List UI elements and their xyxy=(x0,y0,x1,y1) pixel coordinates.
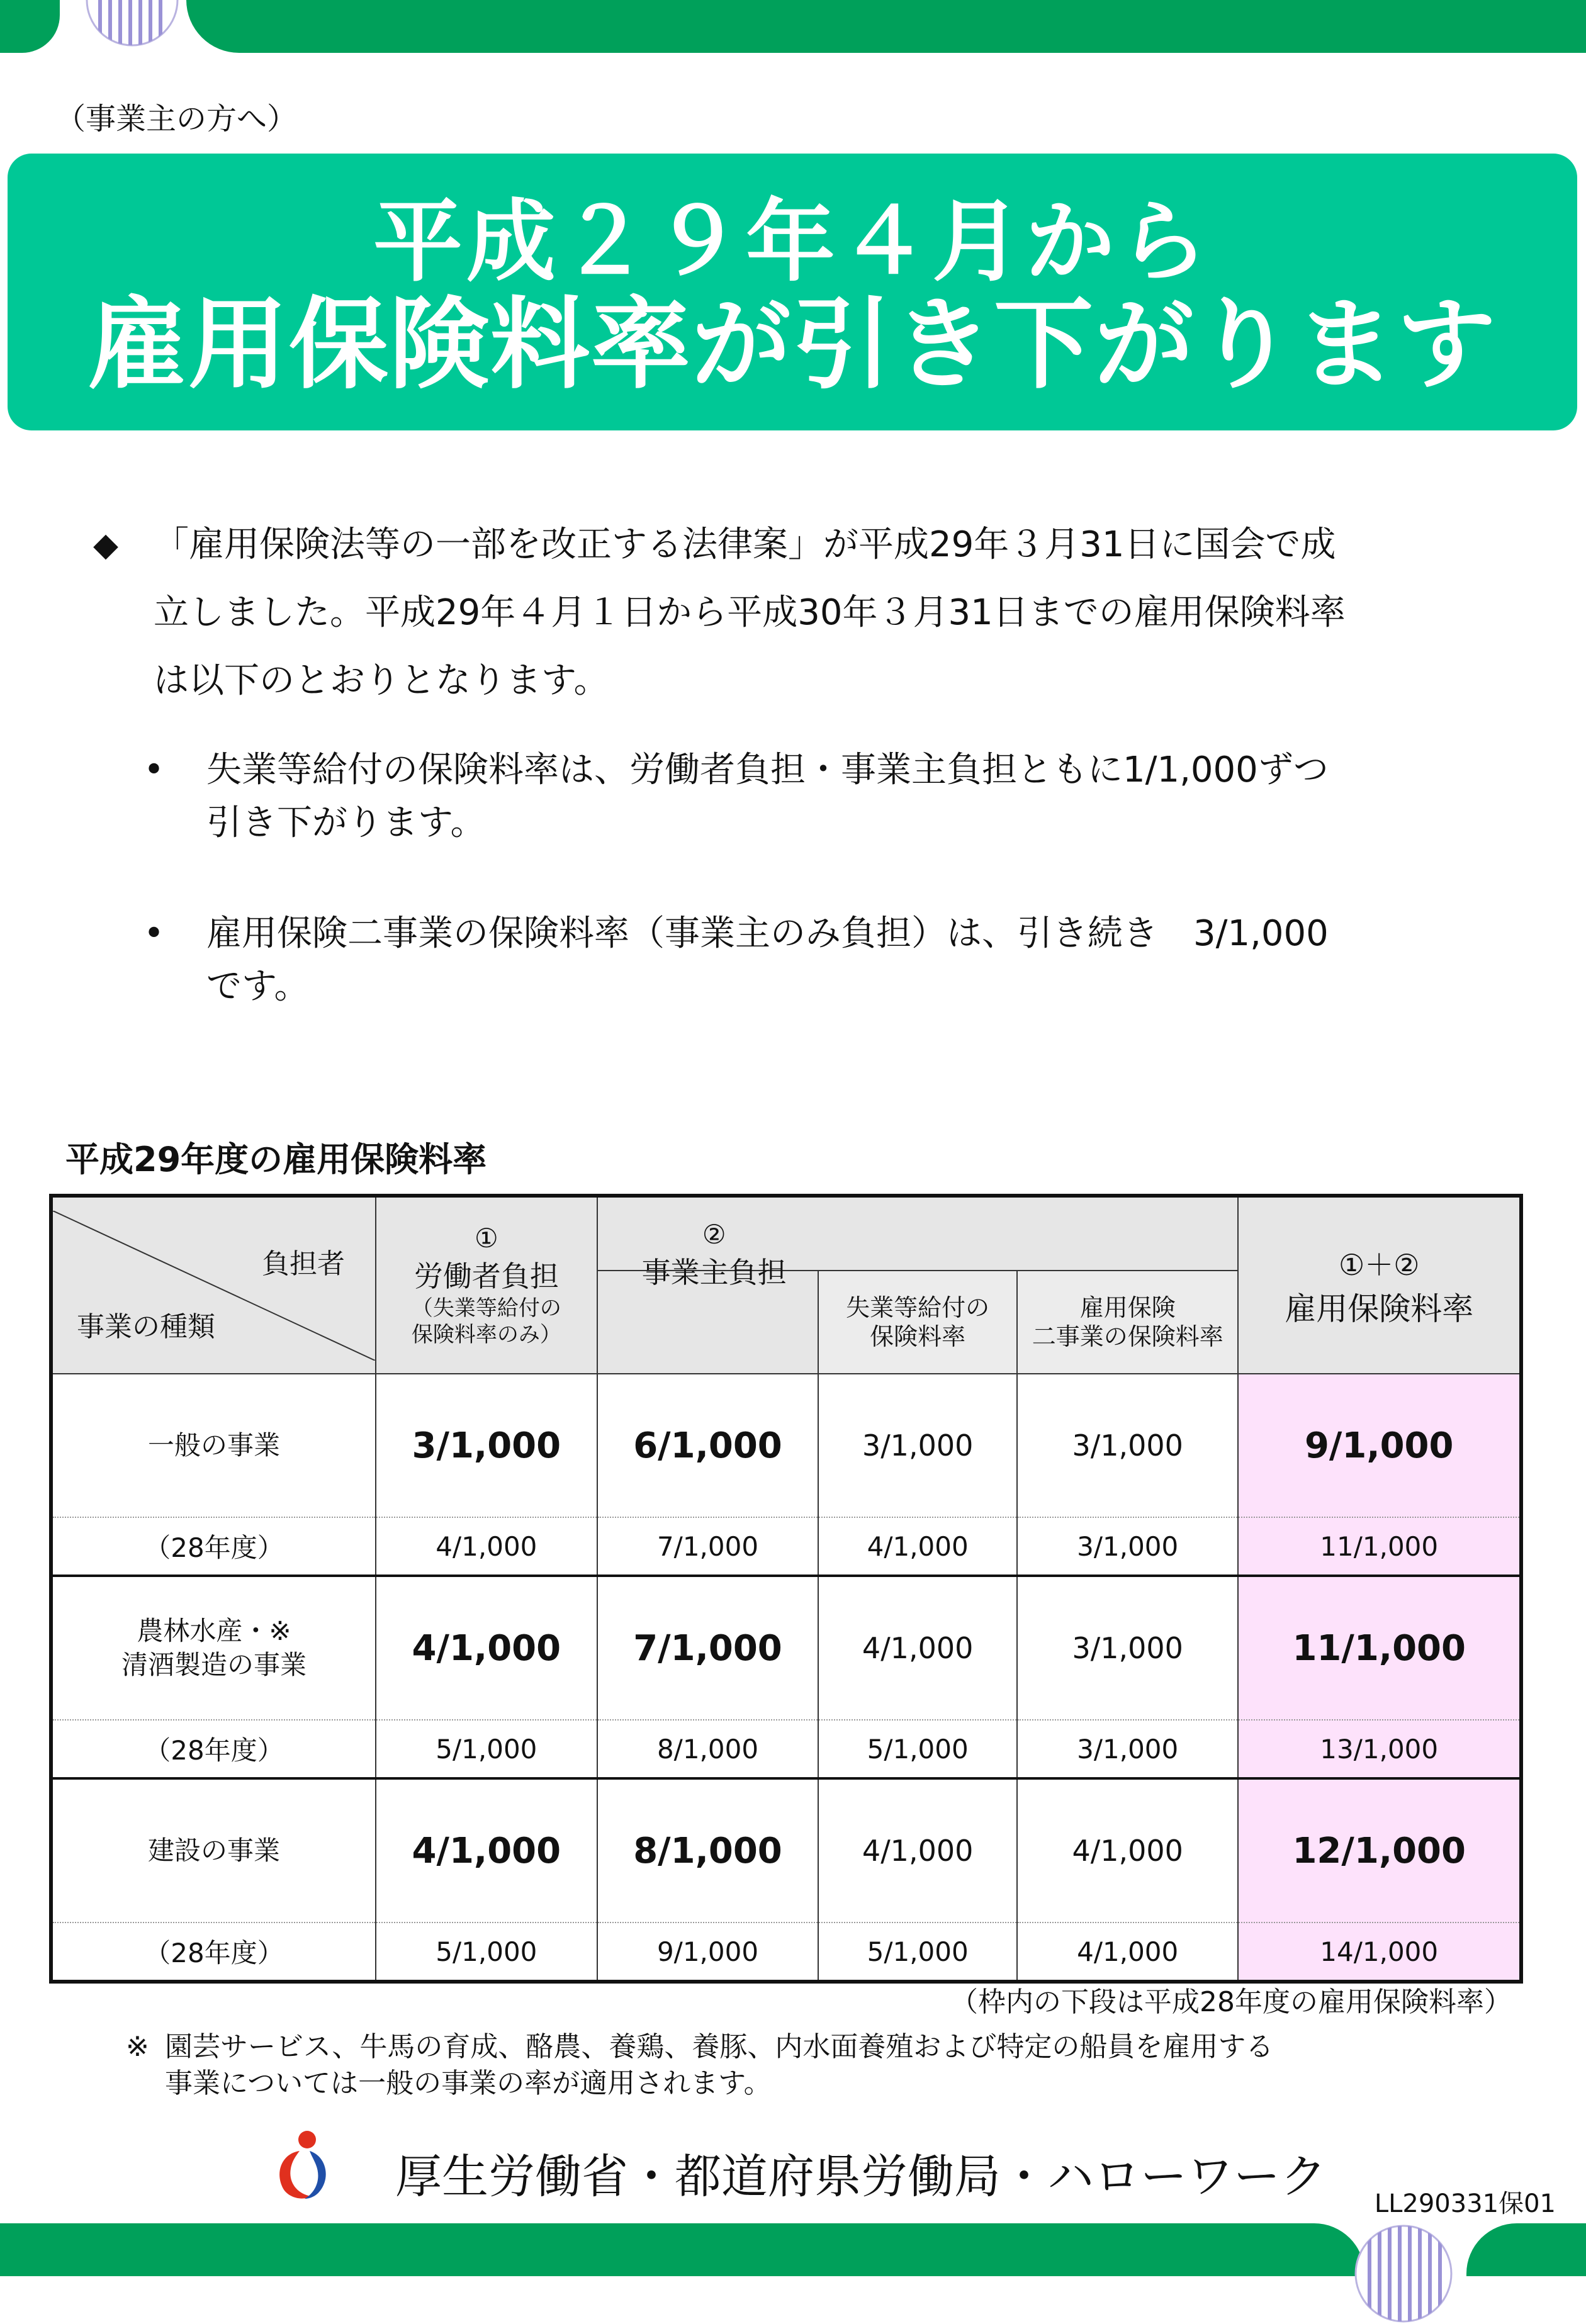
row-prev-label: （28年度） xyxy=(51,1720,376,1778)
ministry-logo-icon xyxy=(269,2128,332,2204)
cell-total: 9/1,000 xyxy=(1238,1374,1521,1517)
cell-employer: 6/1,000 xyxy=(597,1374,819,1517)
header-total-main: 雇用保険料率 xyxy=(1285,1290,1474,1327)
document-code: LL290331保01 xyxy=(1374,2189,1556,2218)
header-employer-num: ② xyxy=(702,1219,726,1250)
cell-worker-prev: 5/1,000 xyxy=(376,1720,597,1778)
bottom-bar-left xyxy=(0,2223,1364,2276)
cell-worker: 4/1,000 xyxy=(376,1576,597,1720)
cell-unemployment: 4/1,000 xyxy=(818,1778,1017,1923)
lead-text: 「雇用保険法等の一部を改正する法律案」が平成29年３月31日に国会で成 立しました。平成29年４月１日から平成30年３月31日までの雇用保険料率 は以下のとおりとなります。 xyxy=(154,524,1346,701)
header-total-num: ①＋② xyxy=(1338,1247,1420,1282)
cell-employer: 8/1,000 xyxy=(597,1778,819,1923)
cell-two-projects: 3/1,000 xyxy=(1017,1374,1239,1517)
cell-total-prev: 14/1,000 xyxy=(1238,1923,1521,1982)
top-banner-bar xyxy=(0,0,1586,53)
header-worker-sub: （失業等給付の 保険料率のみ） xyxy=(411,1296,561,1347)
table-row xyxy=(51,1374,1521,1517)
cell-total: 12/1,000 xyxy=(1238,1778,1521,1923)
hero-title-line2: 雇用保険料率が引き下がります xyxy=(87,287,1497,403)
bullet-text: 失業等給付の保険料率は、労働者負担・事業主負担ともに1/1,000ずつ 引き下がります。 xyxy=(206,749,1329,843)
cell-unemployment-prev: 5/1,000 xyxy=(818,1720,1017,1778)
footnote-mark: ※ xyxy=(126,2031,149,2063)
cell-unemployment-prev: 4/1,000 xyxy=(818,1517,1017,1576)
top-bar-left xyxy=(0,0,60,53)
cell-two-projects-prev: 3/1,000 xyxy=(1017,1720,1239,1778)
header-worker-num: ① xyxy=(475,1223,498,1254)
cell-unemployment: 3/1,000 xyxy=(818,1374,1017,1517)
ministry-name: 厚生労働省・都道府県労働局・ハローワーク xyxy=(395,2150,1327,2204)
row-prev-label: （28年度） xyxy=(51,1517,376,1576)
table-row xyxy=(51,1778,1521,1923)
cell-total-prev: 11/1,000 xyxy=(1238,1517,1521,1576)
header-total xyxy=(1238,1196,1521,1374)
row-label: 建設の事業 xyxy=(51,1778,376,1923)
cell-unemployment: 4/1,000 xyxy=(818,1576,1017,1720)
stripe-disc-icon xyxy=(1353,2223,1454,2324)
cell-worker: 3/1,000 xyxy=(376,1374,597,1517)
table-row xyxy=(51,1576,1521,1720)
cell-total: 11/1,000 xyxy=(1238,1576,1521,1720)
bullet-text: 雇用保険二事業の保険料率（事業主のみ負担）は、引き続き 3/1,000 です。 xyxy=(206,913,1329,1007)
cell-employer: 7/1,000 xyxy=(597,1576,819,1720)
cell-total-prev: 13/1,000 xyxy=(1238,1720,1521,1778)
cell-worker-prev: 4/1,000 xyxy=(376,1517,597,1576)
header-worker xyxy=(376,1196,597,1374)
hero-title-line1: 平成２９年４月から xyxy=(373,190,1212,294)
header-kind: 事業の種類 xyxy=(77,1310,215,1343)
rate-table xyxy=(49,1194,1523,1984)
cell-unemployment-prev: 5/1,000 xyxy=(818,1923,1017,1982)
table-title: 平成29年度の雇用保険料率 xyxy=(65,1140,487,1179)
cell-employer-prev: 8/1,000 xyxy=(597,1720,819,1778)
bottom-banner-bar xyxy=(0,2223,1586,2276)
table-row-prev xyxy=(51,1923,1521,1982)
row-label: 一般の事業 xyxy=(51,1374,376,1517)
cell-two-projects: 3/1,000 xyxy=(1017,1576,1239,1720)
cell-worker-prev: 5/1,000 xyxy=(376,1923,597,1982)
cell-employer-prev: 9/1,000 xyxy=(597,1923,819,1982)
table-note: （枠内の下段は平成28年度の雇用保険料率） xyxy=(950,1986,1512,2018)
bottom-bar-right xyxy=(1466,2223,1586,2276)
header-employer-sub1: 失業等給付の 保険料率 xyxy=(818,1271,1017,1374)
footnote-text: 園芸サービス、牛馬の育成、酪農、養鶏、養豚、内水面養殖および特定の船員を雇用する 事業については一般の事業の率が適用されます。 xyxy=(165,2031,1274,2099)
cell-two-projects-prev: 4/1,000 xyxy=(1017,1923,1239,1982)
header-corner xyxy=(51,1196,376,1374)
table-row-prev xyxy=(51,1720,1521,1778)
audience-label: （事業主の方へ） xyxy=(55,101,298,137)
row-prev-label: （28年度） xyxy=(51,1923,376,1982)
header-employer-sub2: 雇用保険 二事業の保険料率 xyxy=(1017,1271,1239,1374)
diamond-icon: ◆ xyxy=(93,526,118,564)
stripe-disc-icon xyxy=(85,0,179,47)
row-label: 農林水産・※ 清酒製造の事業 xyxy=(51,1576,376,1720)
cell-two-projects: 4/1,000 xyxy=(1017,1778,1239,1923)
header-worker-main: 労働者負担 xyxy=(413,1259,559,1293)
cell-worker: 4/1,000 xyxy=(376,1778,597,1923)
cell-employer-prev: 7/1,000 xyxy=(597,1517,819,1576)
cell-two-projects-prev: 3/1,000 xyxy=(1017,1517,1239,1576)
header-employer xyxy=(597,1196,1239,1289)
bullet-icon: • xyxy=(143,749,165,790)
bullet-icon: • xyxy=(143,913,165,954)
header-burden: 負担者 xyxy=(262,1247,345,1280)
header-employer-main: 事業主負担 xyxy=(641,1255,787,1289)
top-bar-right xyxy=(186,0,1586,53)
table-row-prev xyxy=(51,1517,1521,1576)
hero-banner xyxy=(8,154,1577,430)
